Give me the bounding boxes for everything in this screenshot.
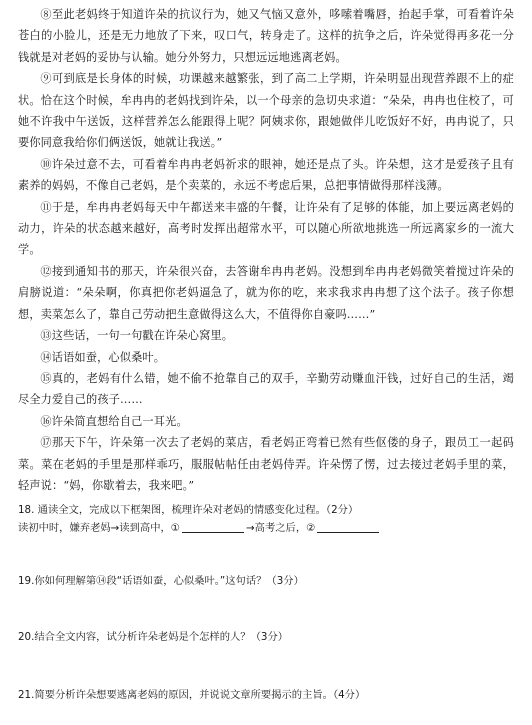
question-18-stem: 18. 通读全文，完成以下框架图，梳理许朵对老妈的情感变化过程。（2分）: [18, 504, 359, 516]
question-18-flow: [18, 519, 518, 537]
paragraph-8: ⑧至此老妈终于知道许朵的抗议行为，她又气恼又意外，哆嗦着嘴唇，抬起手掌，可看着许朵苍白的小脸儿，还是无力地放了下来，叹口气，转身走了。这样的抗争之后，许朵觉得再多花一分钱就是对老妈的妥协与认输。她分外努力，只想远远地逃离老妈。: [18, 8, 514, 64]
paragraph-12: ⑫接到通知书的那天，许朵很兴奋，去答谢牟冉冉老妈。没想到牟冉冉老妈微笑着搅过许朵的肩膀说道：“朵朵啊，你真把你老妈逼急了，就为你的吃，来求我求冉冉想了这个法子。孩子你想想，卖菜怎么了，靠自己劳动把生意做得这么大，不值得你自豪吗……”: [18, 264, 514, 321]
question-19: 19.你如何理解第⑭段“话语如蚕，心似桑叶。”这句话？（3分）: [18, 575, 304, 587]
paragraph-10: ⑩许朵过意不去，可看着牟冉冉老妈祈求的眼神，她还是点了头。许朵想，这才是爱孩子且有素养的妈妈，不像自己老妈，是个卖菜的，永远不考虑后果，总把事情做得那样浅薄。: [18, 157, 514, 193]
answer-blank-2[interactable]: [317, 520, 379, 533]
paragraph-16: ⑯许朵简直想给自己一耳光。: [40, 414, 188, 428]
paragraph-17: ⑰那天下午，许朵第一次去了老妈的菜店，看老妈正弯着已然有些伛偻的身子，跟员工一起码菜。菜在老妈的手里是那样乖巧，服服帖帖任由老妈侍弄。许朵愣了愣，过去接过老妈手里的菜，轻声说：“妈，你歇着去，我来吧。”: [18, 436, 514, 492]
paragraph-13: ⑬这些话，一句一句戳在许朵心窝里。: [40, 329, 234, 343]
paragraph-15: ⑮真的，老妈有什么错，她不偷不抢靠自己的双手，辛勤劳动赚血汗钱，过好自己的生活，竭尽全力爱自己的孩子……: [18, 371, 514, 407]
question-20: 20.结合全文内容，试分析许朵老妈是个怎样的人？（3分）: [18, 631, 289, 643]
question-18-flow-start: 读初中时，嫌弃老妈→读到高中，①: [18, 522, 181, 534]
paragraph-14: ⑭话语如蚕，心似桑叶。: [40, 350, 166, 364]
paragraph-9: ⑨可到底是长身体的时候，功课越来越繁张，到了高二上学期，许朵明显出现营养跟不上的症状。恰在这个时候，牟冉冉的老妈找到许朵，以一个母亲的急切央求道：“朵朵，冉冉也住校了，可她不许我中午送饭，这样营养怎么能跟得上呢？阿姨求你，跟她做伴儿吃饭好不好，冉冉说了，只要你同意我给你们俩送饭，她就让我送。”: [18, 72, 514, 150]
question-18: [18, 501, 518, 537]
answer-blank-1[interactable]: [182, 520, 244, 533]
question-18-flow-mid: →高考之后，②: [246, 522, 316, 534]
passage: [18, 4, 514, 496]
paragraph-11: ⑪于是，牟冉冉老妈每天中午都送来丰盛的午餐，让许朵有了足够的体能，加上要远离老妈的动力，许朵的状态越来越好，高考时发挥出超常水平，可以随心所欲地挑选一所远离家乡的一流大学。: [18, 200, 514, 257]
question-21: 21.简要分析许朵想要逃离老妈的原因，并说说文章所要揭示的主旨。（4分）: [18, 689, 366, 701]
